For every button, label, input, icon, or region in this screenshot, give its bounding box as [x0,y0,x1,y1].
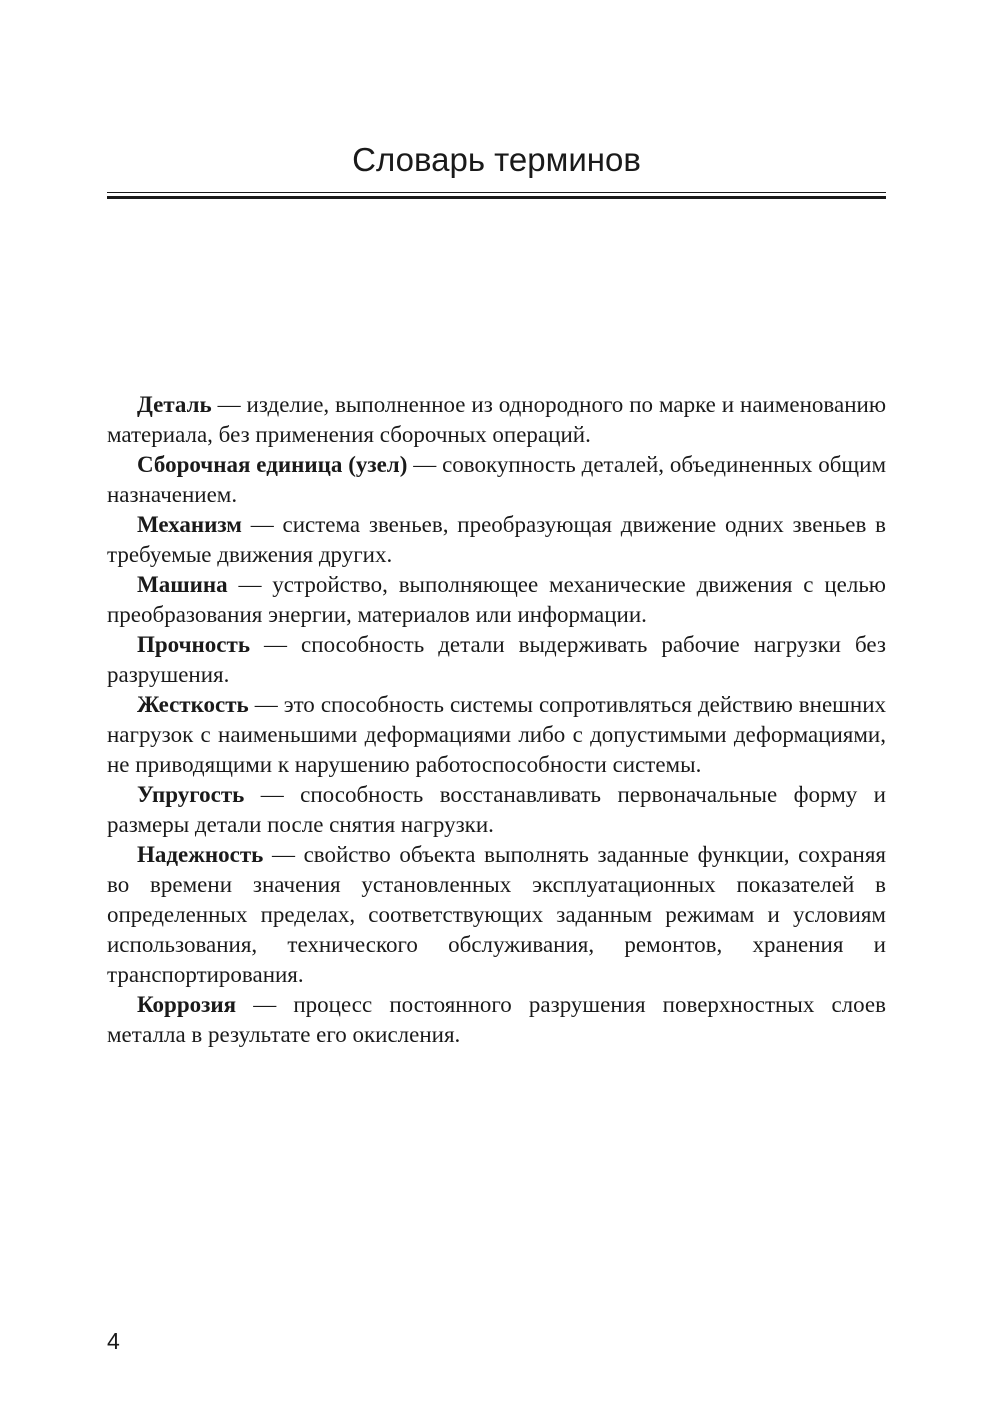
glossary-definition: — способность восстанавливать первоначальные форму и размеры детали после снятия нагрузки. [107,782,886,837]
glossary-definition: — изделие, выполненное из однородного по марке и наименованию материала, без применения сборочных операций. [107,392,886,447]
glossary-definition: — способность детали выдерживать рабочие нагрузки без разрушения. [107,632,886,687]
glossary-entry [107,390,886,450]
glossary-entry [107,780,886,840]
glossary-term: Коррозия [137,992,237,1017]
title-double-rule [107,192,886,199]
glossary-term: Надежность [137,842,264,867]
glossary-entry [107,510,886,570]
glossary-definition: — свойство объекта выполнять заданные функции, сохраняя во времени значения установленных эксплуатационных показателей в определенных пределах, соответствующих заданным режимам и условиям использования, технического обслуживания, ремонтов, хранения и транспортирования. [107,842,886,987]
glossary-definition: — система звеньев, преобразующая движение одних звеньев в требуемые движения других. [107,512,886,567]
glossary-entry [107,690,886,780]
glossary-definition: — процесс постоянного разрушения поверхностных слоев металла в результате его окисления. [107,992,886,1047]
glossary-entry [107,840,886,990]
page-title: Словарь терминов [352,141,641,178]
glossary-entry [107,570,886,630]
glossary-definition: — устройство, выполняющее механические движения с целью преобразования энергии, материалов или информации. [107,572,886,627]
glossary-entry [107,630,886,690]
glossary-entry [107,990,886,1050]
glossary-definition: — совокупность деталей, объединенных общим назначением. [107,452,887,507]
page-number: 4 [107,1328,120,1354]
glossary-definition: — это способность системы сопротивляться действию внешних нагрузок с наименьшими деформациями либо с допустимыми деформациями, не приводящими к нарушению работоспособности системы. [107,692,886,777]
glossary-term: Машина [137,572,228,597]
glossary-term: Прочность [137,632,250,657]
glossary-term: Упругость [137,782,245,807]
glossary-term: Сборочная единица (узел) [137,452,408,477]
glossary-term: Жесткость [137,692,249,717]
glossary-entry [107,450,886,510]
glossary-term: Деталь [137,392,212,417]
glossary-term: Механизм [137,512,242,537]
glossary-list [107,390,886,1050]
